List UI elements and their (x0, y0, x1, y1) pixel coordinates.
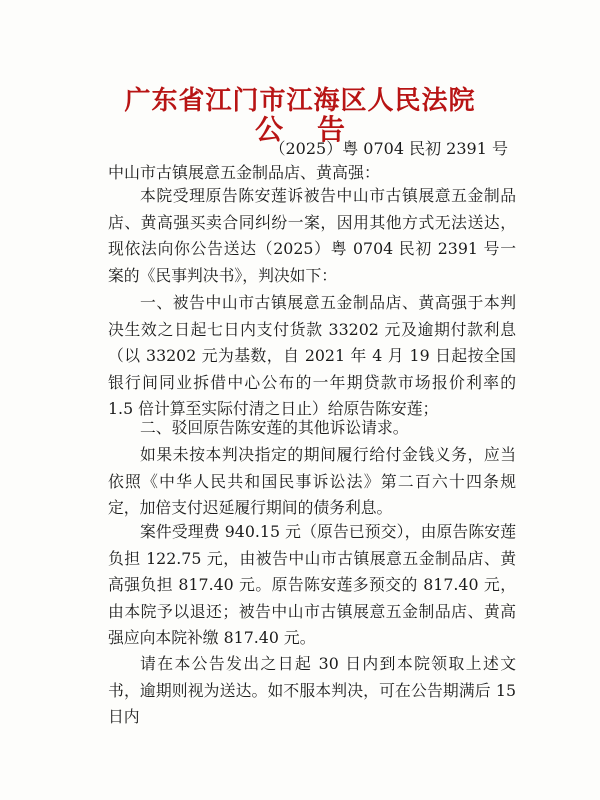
paragraph-service-notice: 本院受理原告陈安莲诉被告中山市古镇展意五金制品店、黄高强买卖合同纠纷一案，因用其他方式无法送达，现依法向你公告送达（2025）粤 0704 民初 2391 号一案的《民事判决书》，判决如下： (108, 186, 516, 285)
paragraph-delay-interest: 如果未按本判决指定的期间履行给付金钱义务，应当依照《中华人民共和国民事诉讼法》第二百六十四条规定，加倍支付迟延履行期间的债务利息。 (108, 445, 516, 517)
addressee-line: 中山市古镇展意五金制品店、黄高强： (108, 163, 381, 182)
announcement-title: 公告 (254, 113, 379, 146)
paragraph-judgment-item-2: 二、驳回原告陈安莲的其他诉讼请求。 (140, 418, 409, 437)
paragraph-case-fees: 案件受理费 940.15 元（原告已预交），由原告陈安莲负担 122.75 元，由被告中山市古镇展意五金制品店、黄高强负担 817.40 元。原告陈安莲多预交的 817.40 元，由本院予以退还；被告中山市古镇展意五金制品店、黄高强应向本院补缴 817.40 元。 (108, 522, 516, 647)
case-number: （2025）粤 0704 民初 2391 号 (269, 139, 508, 158)
paragraph-judgment-item-1: 一、被告中山市古镇展意五金制品店、黄高强于本判决生效之日起七日内支付货款 33202 元及逾期付款利息（以 33202 元为基数，自 2021 年 4 月 19 日起按全国银行间同业拆借中心公布的一年期贷款市场报价利率的 1.5 倍计算至实际付清之日止）给原告陈安莲； (108, 293, 516, 418)
court-name-heading: 广东省江门市江海区人民法院 (124, 86, 476, 116)
paragraph-collection-notice: 请在本公告发出之日起 30 日内到本院领取上述文书，逾期则视为送达。如不服本判决，可在公告期满后 15 日内 (108, 654, 516, 726)
